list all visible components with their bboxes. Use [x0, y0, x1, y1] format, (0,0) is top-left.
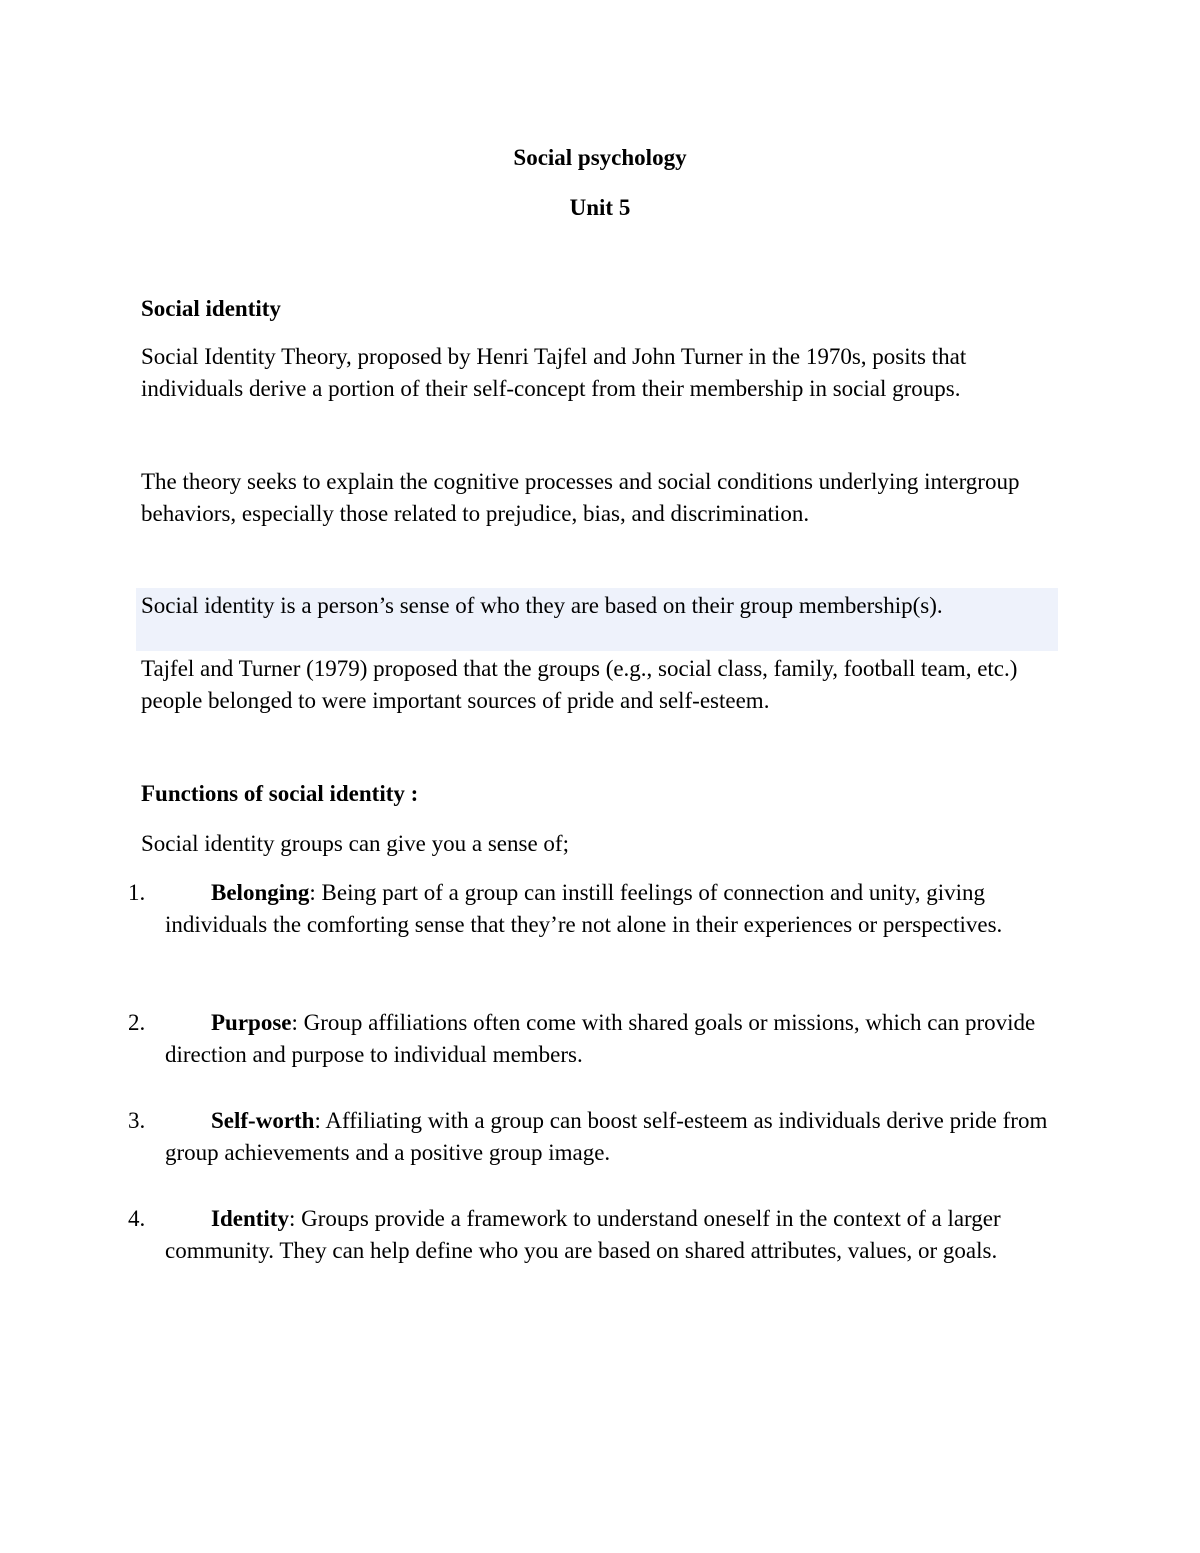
list-item-body — [165, 1105, 1065, 1168]
paragraph-tajfel-turner: Tajfel and Turner (1979) proposed that the groups (e.g., social class, family, football team, etc.) people belonged to were important sources of pride and self-esteem. — [141, 656, 1018, 713]
list-item-number: 4. — [128, 1206, 146, 1231]
list-item-term: Identity — [211, 1206, 289, 1231]
section-heading-functions: Functions of social identity : — [141, 781, 419, 806]
list-item-text: : Groups provide a framework to understand oneself in the context of a larger community. They can help define who you are based on shared attributes, values, or goals. — [165, 1206, 1001, 1263]
paragraph-theory-purpose: The theory seeks to explain the cognitive processes and social conditions underlying intergroup behaviors, especially those related to prejudice, bias, and discrimination. — [141, 469, 1020, 526]
list-item-term: Belonging — [211, 880, 310, 905]
section-heading-social-identity: Social identity — [141, 296, 281, 321]
list-item-text: : Being part of a group can instill feelings of connection and unity, giving individuals the comforting sense that they’re not alone in their experiences or perspectives. — [165, 880, 1003, 937]
list-item-text: : Affiliating with a group can boost self-esteem as individuals derive pride from group achievements and a positive group image. — [165, 1108, 1048, 1165]
list-item-body — [165, 877, 1065, 940]
list-item-body — [165, 1007, 1065, 1070]
functions-intro: Social identity groups can give you a sense of; — [141, 831, 569, 856]
list-item-number: 1. — [128, 880, 146, 905]
paragraph-definition: Social identity is a person’s sense of who they are based on their group membership(s). — [141, 593, 943, 618]
unit-label: Unit 5 — [569, 195, 631, 220]
list-item-number: 3. — [128, 1108, 146, 1133]
list-item-text: : Group affiliations often come with shared goals or missions, which can provide direction and purpose to individual members. — [165, 1010, 1036, 1067]
list-item-term: Self-worth — [211, 1108, 315, 1133]
document-title: Social psychology — [513, 145, 687, 170]
list-item-term: Purpose — [211, 1010, 292, 1035]
paragraph-theory-intro: Social Identity Theory, proposed by Henri Tajfel and John Turner in the 1970s, posits that individuals derive a portion of their self-concept from their membership in social groups. — [141, 344, 967, 401]
list-item-body — [165, 1203, 1065, 1266]
list-item-number: 2. — [128, 1010, 146, 1035]
